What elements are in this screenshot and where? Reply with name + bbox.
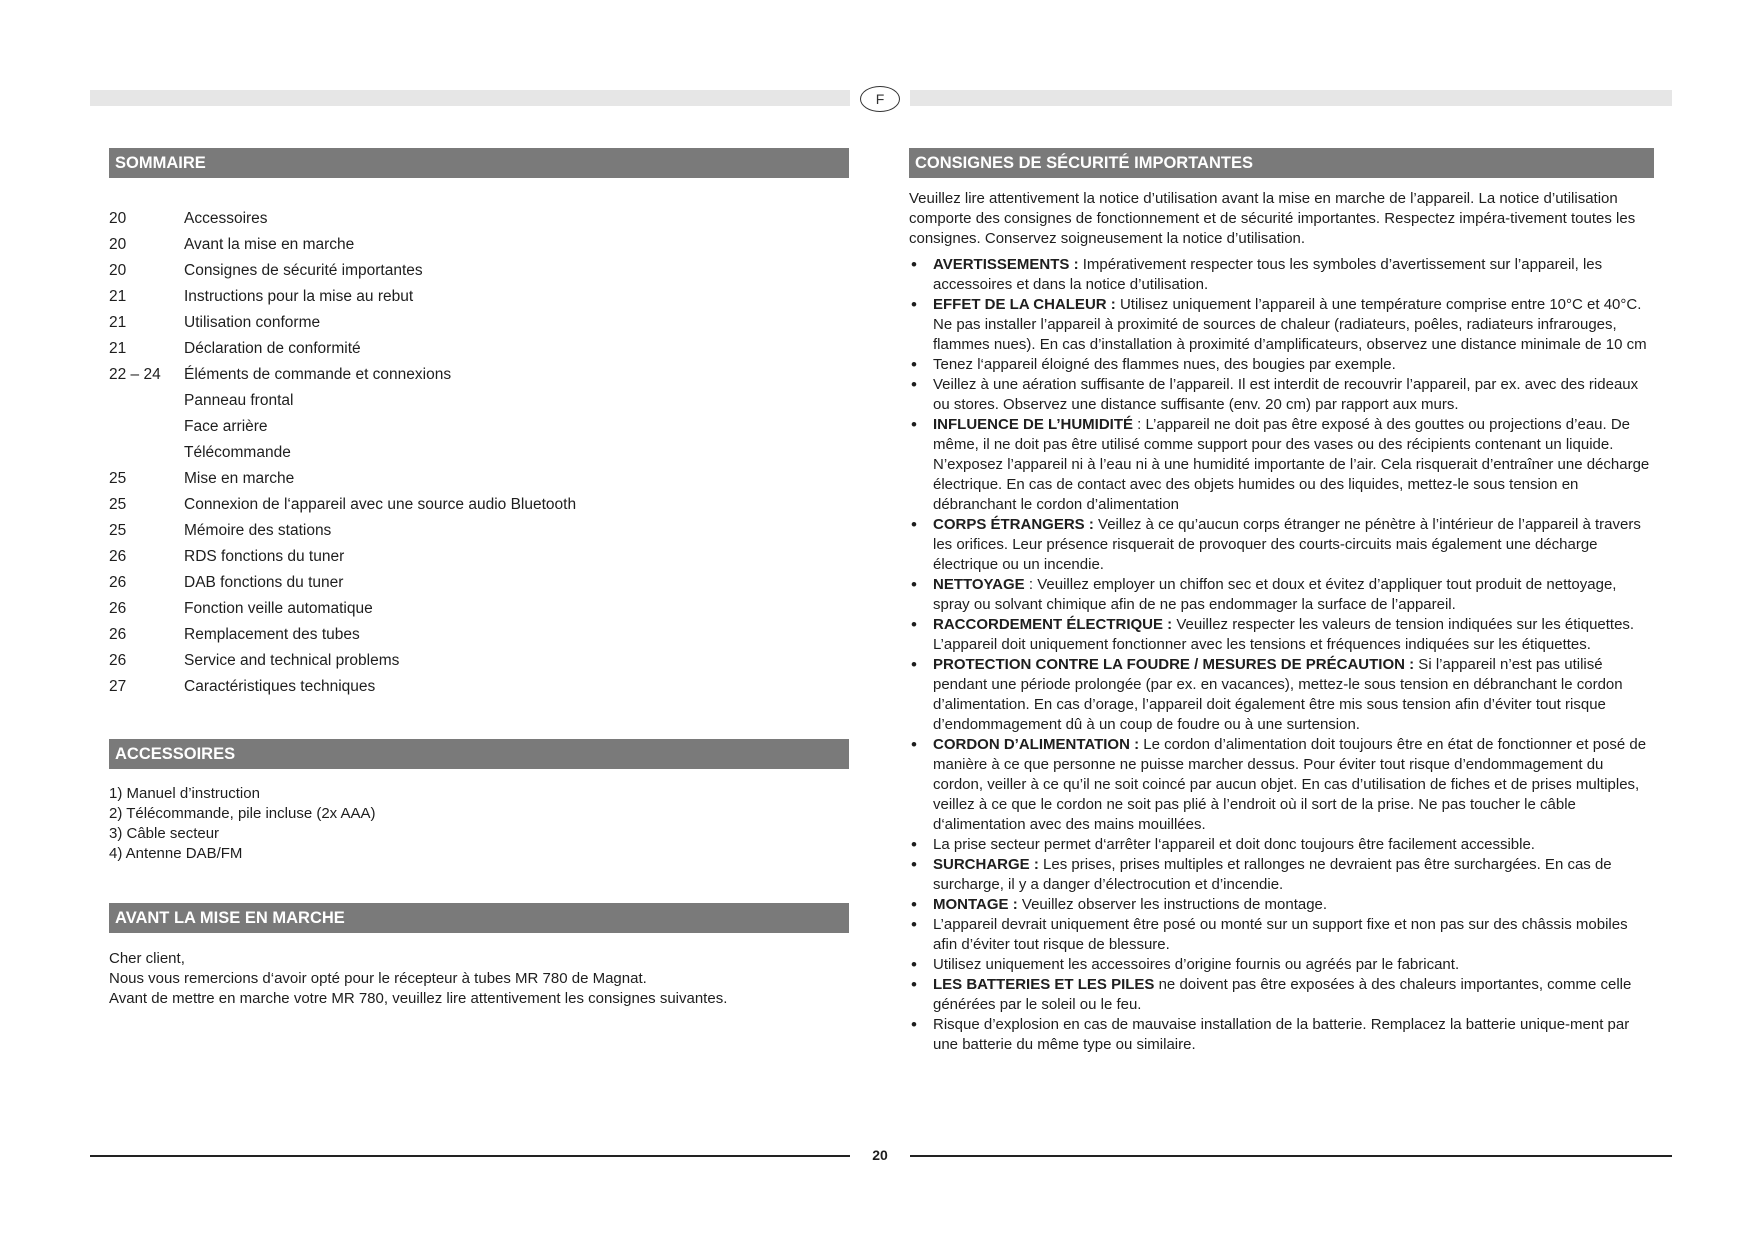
toc-row xyxy=(109,674,849,700)
safety-text: Veuillez respecter les valeurs de tension indiquées sur les étiquettes. L’appareil doit uniquement fonctionner avec les tensions et fréquences indiquées sur les étiquettes. xyxy=(933,616,1635,653)
safety-keyword: MONTAGE : xyxy=(933,896,1018,913)
toc-page: 26 xyxy=(109,548,127,565)
toc-row xyxy=(109,206,849,232)
safety-text: Les prises, prises multiples et rallonges ne devraient pas être surchargées. En cas de surcharge, il y a danger d’électrocution et d’incendie. xyxy=(933,856,1612,893)
safety-text: Le cordon d’alimentation doit toujours être en état de fonctionner et posé de manière à ce que personne ne puisse marcher dessus. Pour éviter tout risque d’endommagement du cordon, veiller à ce qu’il ne soit coincé par aucun objet. En cas d’utilisation de fiches et de prises multiples, veillez à ce que le cordon ne soit pas plié à l’endroit où il sort de la prise. Ne pas toucher le câble d‘alimentation avec des mains mouillées. xyxy=(933,736,1647,833)
toc-row xyxy=(109,440,849,466)
toc-row xyxy=(109,492,849,518)
table-of-contents xyxy=(109,206,849,700)
toc-page: 26 xyxy=(109,652,127,669)
toc-page: 26 xyxy=(109,574,127,591)
toc-page: 21 xyxy=(109,314,127,331)
toc-title: Connexion de l‘appareil avec une source audio Bluetooth xyxy=(184,496,577,513)
toc-page: 25 xyxy=(109,496,127,513)
toc-row xyxy=(109,362,849,388)
toc-row xyxy=(109,544,849,570)
safety-text: ne doivent pas être exposées à des chaleurs importantes, comme celle générées par le soleil ou le feu. xyxy=(933,976,1632,1013)
safety-text: Veillez à une aération suffisante de l’appareil. Il est interdit de recouvrir l’appareil, par ex. avec des rideaux ou stores. Observez une distance suffisante (env. 20 cm) par rapport aux murs. xyxy=(933,376,1639,413)
toc-page: 27 xyxy=(109,678,127,695)
toc-row xyxy=(109,570,849,596)
safety-text: Impérativement respecter tous les symboles d’avertissement sur l’appareil, les accessoires et dans la notice d’utilisation. xyxy=(933,256,1603,293)
safety-text: Utilisez uniquement l’appareil à une température comprise entre 10°C et 40°C. Ne pas installer l’appareil à proximité de sources de chaleur (radiateurs, poêles, radiateurs infrarouges, flammes nues). En cas d’installation à proximité d’amplificateurs, observez une distance minimale de 10 cm xyxy=(933,296,1647,353)
avant-line: Avant de mettre en marche votre MR 780, veuillez lire attentivement les consignes suivantes. xyxy=(109,990,728,1007)
consignes-header: CONSIGNES DE SÉCURITÉ IMPORTANTES xyxy=(909,148,1654,178)
toc-page: 25 xyxy=(109,470,127,487)
toc-title: Mise en marche xyxy=(184,470,295,487)
top-rule-right xyxy=(910,90,1672,106)
toc-row xyxy=(109,596,849,622)
toc-title: Avant la mise en marche xyxy=(184,236,355,253)
avant-header: AVANT LA MISE EN MARCHE xyxy=(109,903,849,933)
toc-title: Face arrière xyxy=(184,418,268,435)
safety-item xyxy=(909,575,1654,615)
toc-row xyxy=(109,466,849,492)
safety-text: L’appareil devrait uniquement être posé ou monté sur un support fixe et non pas sur des châssis mobiles afin d’éviter tout risque de blessure. xyxy=(933,916,1628,953)
top-rule-left xyxy=(90,90,850,106)
safety-item xyxy=(909,955,1654,975)
toc-row xyxy=(109,414,849,440)
safety-item xyxy=(909,735,1654,835)
toc-title: Accessoires xyxy=(184,210,268,227)
toc-row xyxy=(109,518,849,544)
safety-text: Veillez à ce qu’aucun corps étranger ne pénètre à l’intérieur de l’appareil à travers les orifices. Leur présence risquerait de provoquer des courts-circuits mais également une décharge électrique ou un incendie. xyxy=(933,516,1641,573)
toc-page: 20 xyxy=(109,210,127,227)
accessoires-header: ACCESSOIRES xyxy=(109,739,849,769)
toc-title: Panneau frontal xyxy=(184,392,294,409)
safety-text: Utilisez uniquement les accessoires d’origine fournis ou agréés par le fabricant. xyxy=(933,956,1460,973)
safety-item xyxy=(909,615,1654,655)
safety-item xyxy=(909,355,1654,375)
accessories-list xyxy=(109,784,376,864)
toc-row xyxy=(109,310,849,336)
safety-keyword: NETTOYAGE xyxy=(933,576,1025,593)
safety-keyword: CORPS ÉTRANGERS : xyxy=(933,516,1094,533)
safety-keyword: EFFET DE LA CHALEUR : xyxy=(933,296,1116,313)
safety-text: La prise secteur permet d‘arrêter l‘appareil et doit donc toujours être facilement accessible. xyxy=(933,836,1535,853)
toc-title: Remplacement des tubes xyxy=(184,626,360,643)
accessory-item: 2) Télécommande, pile incluse (2x AAA) xyxy=(109,805,376,822)
safety-item xyxy=(909,295,1654,355)
toc-page: 25 xyxy=(109,522,127,539)
toc-row xyxy=(109,648,849,674)
safety-intro: Veuillez lire attentivement la notice d’utilisation avant la mise en marche de l’appareil. La notice d’utilisation comporte des consignes de fonctionnement et de sécurité importantes. Respectez impéra-tivement toutes les consignes. Conservez soigneusement la notice d’utilisation. xyxy=(909,190,1636,247)
safety-item xyxy=(909,915,1654,955)
accessory-item: 1) Manuel d’instruction xyxy=(109,785,260,802)
toc-row xyxy=(109,622,849,648)
safety-text: Risque d’explosion en cas de mauvaise installation de la batterie. Remplacez la batterie unique-ment par une batterie du même type ou similaire. xyxy=(933,1016,1630,1053)
safety-keyword: INFLUENCE DE L’HUMIDITÉ xyxy=(933,416,1134,433)
language-badge: F xyxy=(860,86,900,112)
safety-section xyxy=(909,189,1654,1055)
safety-text: Tenez l‘appareil éloigné des flammes nues, des bougies par exemple. xyxy=(933,356,1396,373)
safety-text: : L’appareil ne doit pas être exposé à des gouttes ou projections d’eau. De même, il ne doit pas être utilisé comme support pour des vases ou des récipients contenant un liquide. N’exposez l’appareil ni à l’eau ni à une humidité importante de l’air. Cela risquerait d’entraîner une décharge électrique. En cas de contact avec des objets humides ou des liquides, mettez-le sous tension en débranchant le cordon d’alimentation xyxy=(933,416,1650,513)
safety-item xyxy=(909,975,1654,1015)
toc-title: Consignes de sécurité importantes xyxy=(184,262,423,279)
safety-keyword: CORDON D’ALIMENTATION : xyxy=(933,736,1140,753)
toc-title: Télécommande xyxy=(184,444,291,461)
avant-line: Cher client, xyxy=(109,950,185,967)
toc-title: Mémoire des stations xyxy=(184,522,332,539)
toc-row xyxy=(109,258,849,284)
safety-list xyxy=(909,255,1654,1055)
safety-keyword: AVERTISSEMENTS : xyxy=(933,256,1079,273)
sommaire-header: SOMMAIRE xyxy=(109,148,849,178)
toc-page: 21 xyxy=(109,288,127,305)
page-number: 20 xyxy=(872,1147,888,1163)
toc-title: Instructions pour la mise au rebut xyxy=(184,288,414,305)
avant-line: Nous vous remercions d‘avoir opté pour le récepteur à tubes MR 780 de Magnat. xyxy=(109,970,647,987)
toc-title: DAB fonctions du tuner xyxy=(184,574,344,591)
safety-keyword: SURCHARGE : xyxy=(933,856,1039,873)
safety-item xyxy=(909,375,1654,415)
avant-text xyxy=(109,949,727,1009)
toc-row xyxy=(109,232,849,258)
toc-title: Utilisation conforme xyxy=(184,314,321,331)
toc-title: Déclaration de conformité xyxy=(184,340,361,357)
bottom-rule-right xyxy=(910,1155,1672,1157)
toc-title: Caractéristiques techniques xyxy=(184,678,376,695)
safety-text: Si l’appareil n’est pas utilisé pendant une période prolongée (par ex. en vacances), mettez-le sous tension en débranchant le cordon d’alimentation. En cas d’orage, l’appareil doit également être mis sous tension afin d’éviter tout risque d’endommagement dû à un coup de foudre ou à une surtension. xyxy=(933,656,1623,733)
toc-page: 21 xyxy=(109,340,127,357)
safety-item xyxy=(909,655,1654,735)
accessory-item: 4) Antenne DAB/FM xyxy=(109,845,243,862)
safety-keyword: RACCORDEMENT ÉLECTRIQUE : xyxy=(933,616,1173,633)
toc-page: 20 xyxy=(109,236,127,253)
safety-item xyxy=(909,835,1654,855)
safety-item xyxy=(909,895,1654,915)
toc-page: 20 xyxy=(109,262,127,279)
toc-title: RDS fonctions du tuner xyxy=(184,548,345,565)
toc-title: Service and technical problems xyxy=(184,652,400,669)
toc-row xyxy=(109,388,849,414)
bottom-rule-left xyxy=(90,1155,850,1157)
toc-title: Éléments de commande et connexions xyxy=(184,366,452,383)
safety-item xyxy=(909,415,1654,515)
toc-page: 22 – 24 xyxy=(109,366,161,383)
safety-text: Veuillez observer les instructions de montage. xyxy=(1017,896,1328,913)
safety-item xyxy=(909,855,1654,895)
safety-keyword: PROTECTION CONTRE LA FOUDRE / MESURES DE PRÉCAUTION : xyxy=(933,656,1415,673)
safety-item xyxy=(909,1015,1654,1055)
toc-page: 26 xyxy=(109,600,127,617)
safety-text: : Veuillez employer un chiffon sec et doux et évitez d’appliquer tout produit de nettoyage, spray ou solvant chimique afin de ne pas endommager la surface de l’appareil. xyxy=(933,576,1617,613)
safety-keyword: LES BATTERIES ET LES PILES xyxy=(933,976,1155,993)
toc-row xyxy=(109,284,849,310)
toc-row xyxy=(109,336,849,362)
safety-item xyxy=(909,515,1654,575)
toc-title: Fonction veille automatique xyxy=(184,600,373,617)
toc-page: 26 xyxy=(109,626,127,643)
accessory-item: 3) Câble secteur xyxy=(109,825,220,842)
safety-item xyxy=(909,255,1654,295)
